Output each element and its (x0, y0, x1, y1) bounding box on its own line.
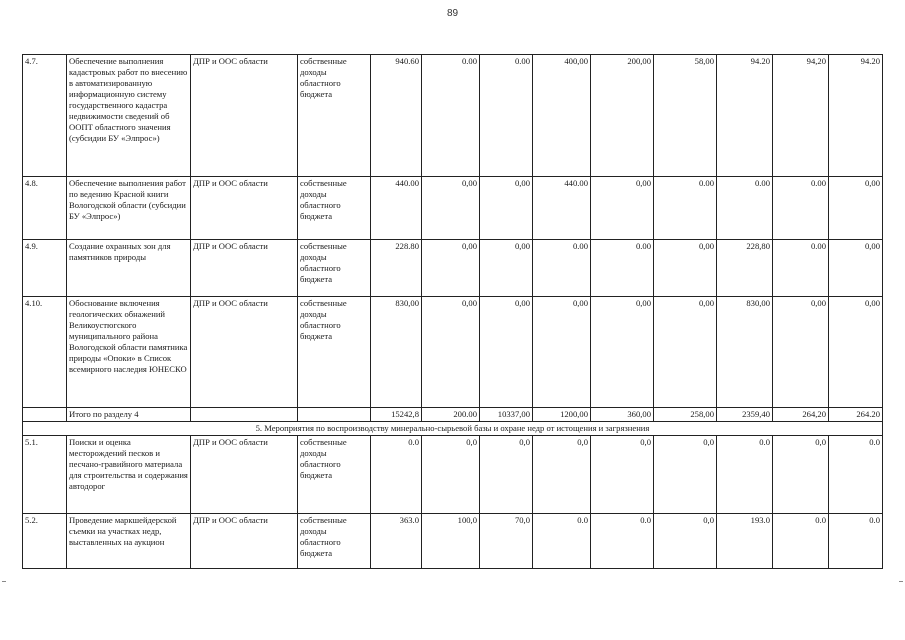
amount-value: 0,0 (533, 436, 591, 514)
total-value: 264.20 (829, 408, 883, 422)
amount-value: 228.80 (371, 240, 422, 297)
amount-value: 0,00 (480, 177, 533, 240)
amount-value: 0,00 (829, 297, 883, 408)
activity-name: Поиски и оценка месторождений песков и песчано-гравийного материала для строительства и содержания автодорог (67, 436, 191, 514)
row-number: 4.9. (23, 240, 67, 297)
amount-value: 0.00 (591, 240, 654, 297)
row-number: 5.2. (23, 514, 67, 569)
amount-value: 0.00 (717, 177, 773, 240)
amount-value: 0.00 (533, 240, 591, 297)
amount-value: 0,00 (422, 240, 480, 297)
amount-value: 0.0 (829, 514, 883, 569)
amount-value: 0.0 (717, 436, 773, 514)
rows-section-4 (23, 55, 883, 408)
amount-value: 58,00 (654, 55, 717, 177)
amount-value: 0,0 (654, 514, 717, 569)
amount-value: 0,00 (591, 297, 654, 408)
funding-source: собственные доходы областного бюджета (298, 514, 371, 569)
amount-value: 0.0 (371, 436, 422, 514)
amount-value: 0,00 (422, 297, 480, 408)
amount-value: 70,0 (480, 514, 533, 569)
executor: ДПР и ООС области (191, 240, 298, 297)
amount-value: 830,00 (371, 297, 422, 408)
row-number: 4.8. (23, 177, 67, 240)
amount-value: 0,0 (773, 436, 829, 514)
total-row-section-4 (23, 408, 883, 436)
table-row (23, 177, 883, 240)
total-value: 264,20 (773, 408, 829, 422)
amount-value: 0,00 (829, 240, 883, 297)
amount-value: 0.0 (533, 514, 591, 569)
amount-value: 0,0 (480, 436, 533, 514)
activity-name: Обоснование включения геологических обнажений Великоустюгского муниципального района Вологодской области памятника природы «Опоки» в Список всемирного наследия ЮНЕСКО (67, 297, 191, 408)
amount-value: 440.00 (371, 177, 422, 240)
total-value: 360,00 (591, 408, 654, 422)
total-label: Итого по разделу 4 (67, 408, 191, 422)
amount-value: 0,0 (654, 436, 717, 514)
amount-value: 94,20 (773, 55, 829, 177)
rows-section-5 (23, 436, 883, 569)
scan-edge-mark (899, 581, 903, 582)
amount-value: 0,00 (533, 297, 591, 408)
amount-value: 100,0 (422, 514, 480, 569)
table-row (23, 297, 883, 408)
amount-value: 0,00 (591, 177, 654, 240)
amount-value: 940.60 (371, 55, 422, 177)
row-number: 4.7. (23, 55, 67, 177)
funding-source: собственные доходы областного бюджета (298, 297, 371, 408)
executor: ДПР и ООС области (191, 514, 298, 569)
total-row-executor (191, 408, 298, 422)
row-number: 5.1. (23, 436, 67, 514)
total-row-number (23, 408, 67, 422)
total-value: 10337,00 (480, 408, 533, 422)
table-row (23, 240, 883, 297)
page-number: 89 (446, 8, 459, 19)
total-value: 2359,40 (717, 408, 773, 422)
activity-name: Обеспечение выполнения кадастровых работ по внесению в автоматизированную информационную систему государственного кадастра недвижимости сведений об ООПТ областного значения (субсидии БУ «Элпрос») (67, 55, 191, 177)
executor: ДПР и ООС области (191, 177, 298, 240)
amount-value: 0,0 (422, 436, 480, 514)
activity-name: Обеспечение выполнения работ по ведению Красной книги Вологодской области (субсидии БУ «Элпрос») (67, 177, 191, 240)
amount-value: 0,00 (480, 297, 533, 408)
total-row (23, 408, 883, 422)
table-row (23, 55, 883, 177)
amount-value: 363.0 (371, 514, 422, 569)
amount-value: 0.0 (773, 514, 829, 569)
amount-value: 830,00 (717, 297, 773, 408)
amount-value: 0.00 (773, 177, 829, 240)
amount-value: 0.0 (591, 514, 654, 569)
amount-value: 400,00 (533, 55, 591, 177)
amount-value: 193.0 (717, 514, 773, 569)
section-heading-row (23, 422, 883, 436)
budget-table (22, 54, 883, 569)
scan-edge-mark (2, 581, 6, 582)
total-row-source (298, 408, 371, 422)
funding-source: собственные доходы областного бюджета (298, 55, 371, 177)
executor: ДПР и ООС области (191, 55, 298, 177)
funding-source: собственные доходы областного бюджета (298, 177, 371, 240)
amount-value: 440.00 (533, 177, 591, 240)
amount-value: 0.0 (829, 436, 883, 514)
amount-value: 0,00 (654, 240, 717, 297)
amount-value: 200,00 (591, 55, 654, 177)
total-value: 1200,00 (533, 408, 591, 422)
total-value: 15242,8 (371, 408, 422, 422)
amount-value: 0.00 (480, 55, 533, 177)
amount-value: 0,00 (480, 240, 533, 297)
table-row (23, 514, 883, 569)
row-number: 4.10. (23, 297, 67, 408)
amount-value: 0.00 (422, 55, 480, 177)
activity-name: Создание охранных зон для памятников природы (67, 240, 191, 297)
activity-name: Проведение маркшейдерской съемки на участках недр, выставленных на аукцион (67, 514, 191, 569)
total-value: 200.00 (422, 408, 480, 422)
funding-source: собственные доходы областного бюджета (298, 436, 371, 514)
funding-source: собственные доходы областного бюджета (298, 240, 371, 297)
section-heading: 5. Мероприятия по воспроизводству минерально-сырьевой базы и охране недр от истощения и загрязнения (23, 422, 883, 436)
amount-value: 0,00 (422, 177, 480, 240)
executor: ДПР и ООС области (191, 297, 298, 408)
amount-value: 94.20 (717, 55, 773, 177)
amount-value: 0.00 (654, 177, 717, 240)
total-value: 258,00 (654, 408, 717, 422)
executor: ДПР и ООС области (191, 436, 298, 514)
amount-value: 0,00 (654, 297, 717, 408)
amount-value: 94.20 (829, 55, 883, 177)
amount-value: 0,00 (829, 177, 883, 240)
amount-value: 0,0 (591, 436, 654, 514)
amount-value: 0,00 (773, 297, 829, 408)
amount-value: 228,80 (717, 240, 773, 297)
amount-value: 0.00 (773, 240, 829, 297)
table-row (23, 436, 883, 514)
